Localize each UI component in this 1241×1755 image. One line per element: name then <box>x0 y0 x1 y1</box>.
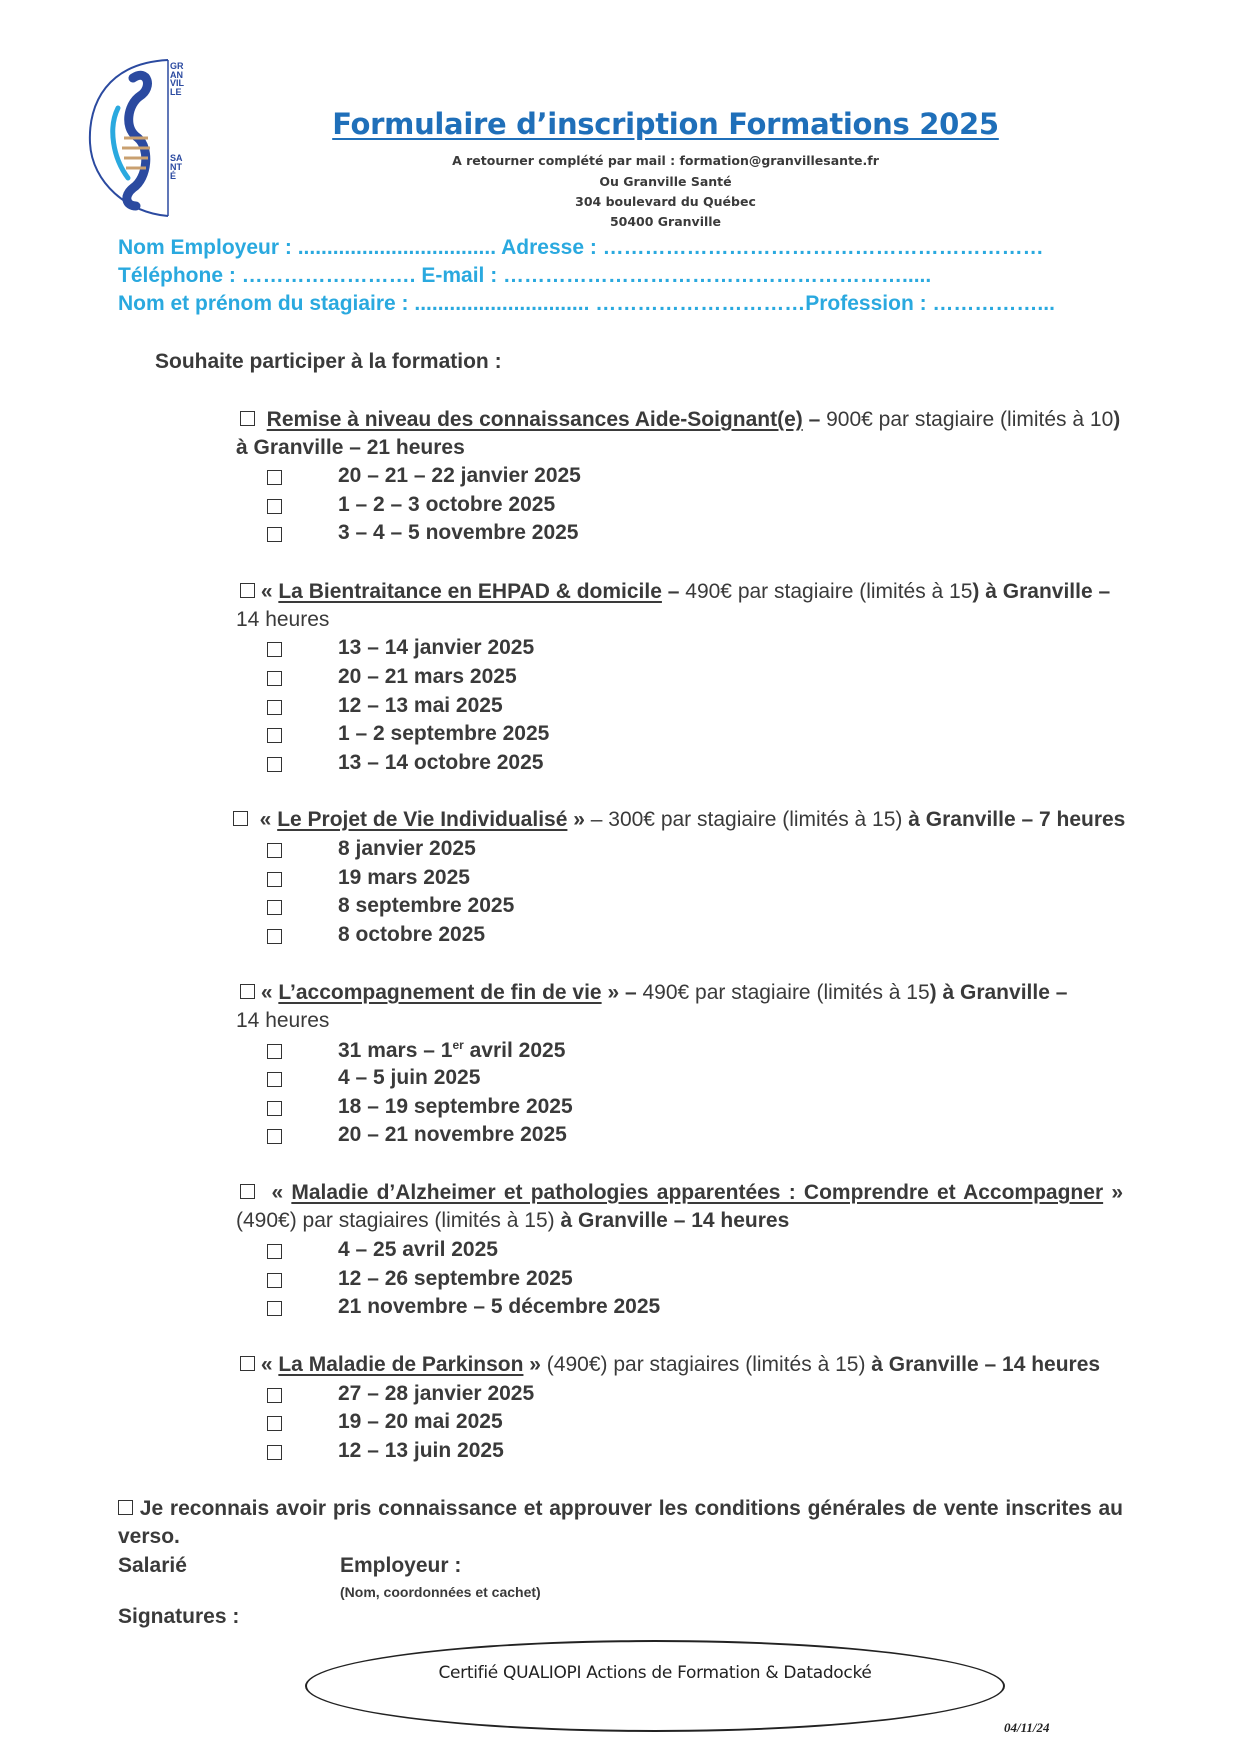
formation-2-header <box>240 580 1123 604</box>
formation-4-hours: 14 heures <box>236 1009 330 1032</box>
formation-2-hours: 14 heures <box>236 608 330 631</box>
formation-3-checkbox[interactable] <box>233 811 248 826</box>
date-checkbox[interactable] <box>267 872 282 887</box>
date-label: 19 mars 2025 <box>338 866 470 889</box>
formation-6-desc: (490€) par stagiaires (limités à 15) <box>540 1353 872 1376</box>
agreement-checkbox[interactable] <box>118 1500 133 1515</box>
date-checkbox[interactable] <box>267 1072 282 1087</box>
trainee-profession-field[interactable]: Nom et prénom du stagiaire : .............................. …………………………Profession : ……………... <box>118 292 1055 315</box>
date-checkbox[interactable] <box>267 1244 282 1259</box>
formation-5-close-quote: » <box>1103 1181 1124 1204</box>
formation-3-quote: « <box>259 808 278 831</box>
formation-2-dash: – <box>661 580 686 603</box>
date-label: 1 – 2 – 3 octobre 2025 <box>338 493 556 516</box>
document-date: 04/11/24 <box>1004 1720 1050 1735</box>
date-checkbox[interactable] <box>267 499 282 514</box>
formation-1-desc: 900€ par stagiaire (limités à 10 <box>826 408 1114 431</box>
formation-3-title: Le Projet de Vie Individualisé <box>277 808 568 831</box>
formation-1-title: Remise à niveau des connaissances Aide-Soignant(e) <box>266 408 803 431</box>
date-checkbox[interactable] <box>267 1129 282 1144</box>
certification-text: Certifié QUALIOPI Actions de Formation & Datadocké <box>438 1663 872 1683</box>
date-label: 31 mars – 1er avril 2025 <box>338 1038 566 1062</box>
date-checkbox[interactable] <box>267 757 282 772</box>
formation-1-checkbox[interactable] <box>240 411 255 426</box>
formation-4-checkbox[interactable] <box>240 984 255 999</box>
formation-4-desc: 490€ par stagiaire (limités à 15 <box>642 981 930 1004</box>
date-label: 21 novembre – 5 décembre 2025 <box>338 1295 661 1318</box>
date-label: 18 – 19 septembre 2025 <box>338 1095 573 1118</box>
formation-2-title: La Bientraitance en EHPAD & domicile <box>278 580 662 603</box>
date-checkbox[interactable] <box>267 843 282 858</box>
formation-2-location-a: ) à Granville – <box>972 580 1111 603</box>
date-label: 13 – 14 octobre 2025 <box>338 751 544 774</box>
signature-employer-label: Employeur : <box>340 1554 462 1577</box>
formation-4-quote: « <box>260 981 279 1004</box>
signatures-label: Signatures : <box>118 1605 240 1628</box>
date-label: 8 octobre 2025 <box>338 923 486 946</box>
signature-employee-label: Salarié <box>118 1554 187 1577</box>
formation-1-dash: – <box>802 408 827 431</box>
formation-6-close-quote: » <box>523 1353 541 1376</box>
date-label: 8 janvier 2025 <box>338 837 476 860</box>
formation-4-dash: » – <box>601 981 643 1004</box>
date-checkbox[interactable] <box>267 1445 282 1460</box>
formation-4-location-a: ) à Granville – <box>929 981 1068 1004</box>
date-label: 12 – 26 septembre 2025 <box>338 1267 573 1290</box>
agreement-line-2: verso. <box>118 1525 180 1548</box>
formation-5-title: Maladie d’Alzheimer et pathologies apparentées : Comprendre et Accompagner <box>291 1181 1104 1204</box>
date-checkbox[interactable] <box>267 1044 282 1059</box>
intro-text: Souhaite participer à la formation : <box>155 350 502 373</box>
date-label: 4 – 5 juin 2025 <box>338 1066 481 1089</box>
logo-text-sante: SANTÉ <box>170 153 183 181</box>
formation-2-desc: 490€ par stagiaire (limités à 15 <box>685 580 973 603</box>
formation-6-title: La Maladie de Parkinson <box>278 1353 524 1376</box>
date-checkbox[interactable] <box>267 1416 282 1431</box>
formation-5-details <box>236 1209 789 1233</box>
date-label: 20 – 21 mars 2025 <box>338 665 517 688</box>
formation-5-header <box>240 1181 1123 1205</box>
date-label: 12 – 13 juin 2025 <box>338 1439 504 1462</box>
date-label: 3 – 4 – 5 novembre 2025 <box>338 521 579 544</box>
agreement-line-1 <box>118 1497 1123 1521</box>
date-label: 1 – 2 septembre 2025 <box>338 722 550 745</box>
formation-5-checkbox[interactable] <box>240 1184 255 1199</box>
date-checkbox[interactable] <box>267 1101 282 1116</box>
return-instructions: A retourner complété par mail : formation@granvillesante.fr <box>452 153 879 168</box>
formation-6-header <box>240 1353 1100 1377</box>
date-checkbox[interactable] <box>267 900 282 915</box>
signature-employer-note: (Nom, coordonnées et cachet) <box>340 1584 541 1600</box>
formation-1-paren: ) <box>1113 408 1121 431</box>
date-checkbox[interactable] <box>267 1273 282 1288</box>
formation-5-location: à Granville – 14 heures <box>560 1209 790 1232</box>
page-title: Formulaire d’inscription Formations 2025 <box>332 107 999 141</box>
date-checkbox[interactable] <box>267 470 282 485</box>
address-line-2: 304 boulevard du Québec <box>575 194 756 209</box>
formation-6-location: à Granville – 14 heures <box>871 1353 1101 1376</box>
formation-5-quote: « <box>271 1181 292 1204</box>
formation-6-checkbox[interactable] <box>240 1356 255 1371</box>
date-checkbox[interactable] <box>267 700 282 715</box>
formation-3-close-quote: » <box>567 808 585 831</box>
address-line-3: 50400 Granville <box>609 214 722 229</box>
date-checkbox[interactable] <box>267 1301 282 1316</box>
date-label: 27 – 28 janvier 2025 <box>338 1382 535 1405</box>
date-checkbox[interactable] <box>267 728 282 743</box>
date-checkbox[interactable] <box>267 527 282 542</box>
date-checkbox[interactable] <box>267 642 282 657</box>
certification-ellipse <box>305 1640 1005 1732</box>
formation-2-checkbox[interactable] <box>240 583 255 598</box>
date-checkbox[interactable] <box>267 929 282 944</box>
date-label: 4 – 25 avril 2025 <box>338 1238 498 1261</box>
formation-1-header <box>240 408 1120 432</box>
agreement-text: Je reconnais avoir pris connaissance et approuver les conditions générales de vente inscrites au <box>139 1497 1123 1520</box>
date-label: 12 – 13 mai 2025 <box>338 694 503 717</box>
formation-6-quote: « <box>260 1353 279 1376</box>
logo-text-granville: GRANVILLE <box>170 61 185 97</box>
formation-3-header <box>233 808 1125 832</box>
date-label: 13 – 14 janvier 2025 <box>338 636 535 659</box>
date-label: 19 – 20 mai 2025 <box>338 1410 503 1433</box>
address-line-1: Ou Granville Santé <box>599 174 732 189</box>
employer-address-field[interactable]: Nom Employeur : .................................. Adresse : ……………………………………………………… <box>118 236 1044 259</box>
formation-2-quote: « <box>260 580 279 603</box>
formation-5-desc: (490€) par stagiaires (limités à 15) <box>236 1209 561 1232</box>
formation-4-title: L’accompagnement de fin de vie <box>278 981 602 1004</box>
date-checkbox[interactable] <box>267 671 282 686</box>
formation-4-header <box>240 981 1067 1005</box>
date-label: 20 – 21 novembre 2025 <box>338 1123 567 1146</box>
formation-3-location: à Granville – 7 heures <box>908 808 1126 831</box>
date-label: 8 septembre 2025 <box>338 894 515 917</box>
date-checkbox[interactable] <box>267 1388 282 1403</box>
phone-email-field[interactable]: Téléphone : ……………………. E-mail : …………………………………………………..... <box>118 264 932 287</box>
date-label: 20 – 21 – 22 janvier 2025 <box>338 464 581 487</box>
formation-3-desc: – 300€ par stagiaire (limités à 15) <box>584 808 909 831</box>
formation-1-location: à Granville – 21 heures <box>236 436 465 459</box>
